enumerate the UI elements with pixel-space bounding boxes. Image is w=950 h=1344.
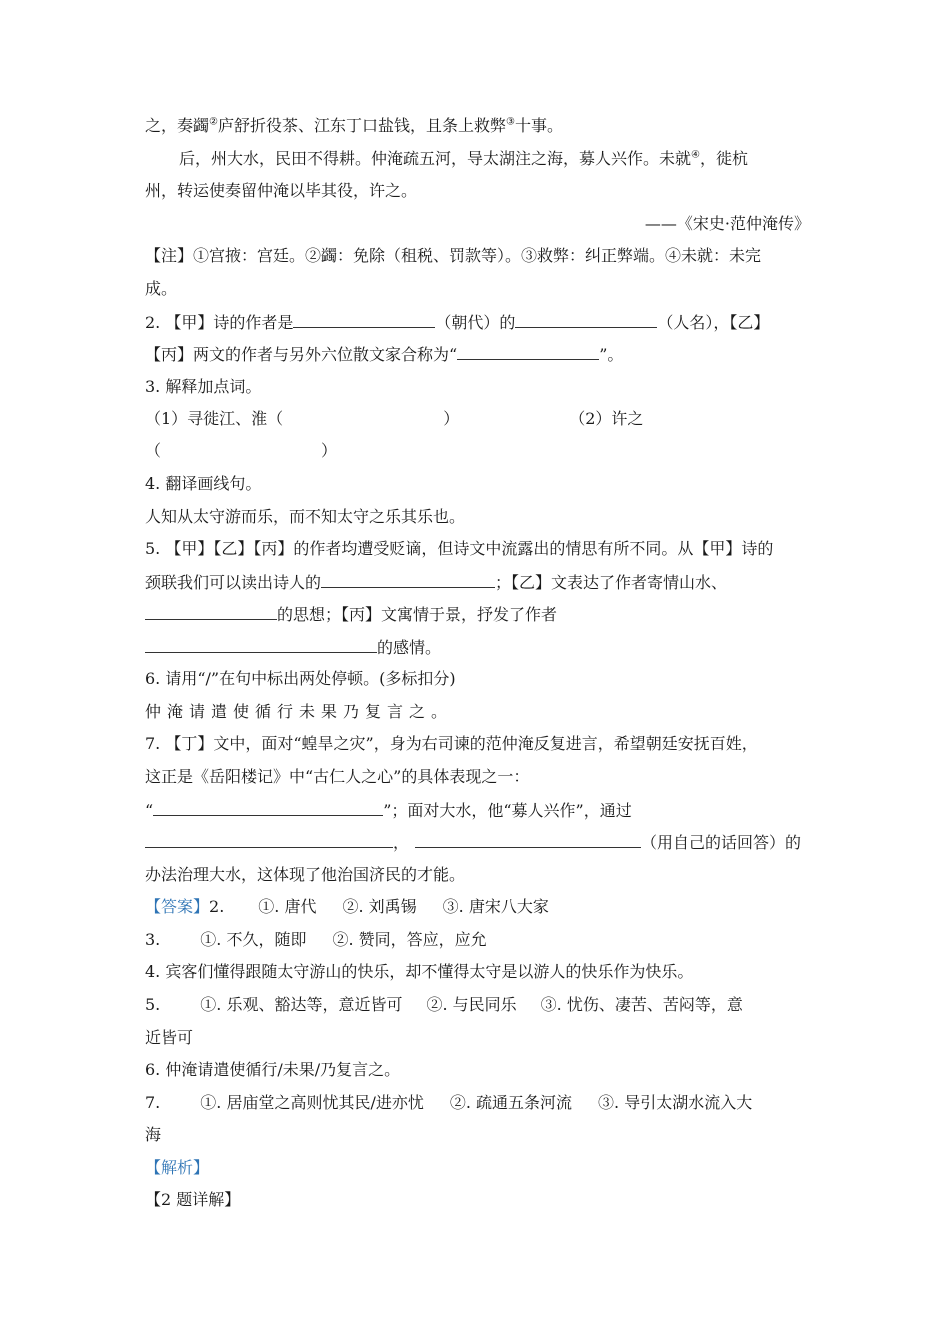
- text: ）: [443, 409, 460, 428]
- text: （1）寻徙江、淮（: [145, 409, 284, 428]
- text: 的感情。: [377, 638, 442, 657]
- question-3-title: 3. 解释加点词。: [145, 377, 262, 396]
- text: ”；面对大水，他“募人兴作”，通过: [383, 801, 632, 820]
- text: 2.: [209, 897, 225, 916]
- text: 3.: [145, 930, 161, 949]
- text: （人名），【乙】: [657, 313, 770, 332]
- analysis-detail-heading: 【2 题详解】: [145, 1190, 241, 1209]
- text: ②. 疏通五条河流: [449, 1093, 573, 1112]
- text: ；【乙】文表达了作者寄情山水、: [495, 573, 728, 592]
- text: ②. 与民同乐: [426, 995, 517, 1014]
- text: 【丙】两文的作者与另外六位散文家合称为“: [145, 345, 458, 364]
- question-7-line-3: [145, 799, 810, 822]
- question-7-line-4: [145, 831, 810, 854]
- answer-3: [145, 929, 810, 951]
- text: ①. 唐代: [258, 897, 317, 916]
- answer-blank: [293, 311, 435, 328]
- text: 颈联我们可以读出诗人的: [145, 573, 322, 592]
- question-6-title: 6. 请用“/”在句中标出两处停顿。(多标扣分): [145, 669, 456, 688]
- text: “: [145, 801, 154, 820]
- question-6-text: 仲淹请遣使循行未果乃复言之。: [145, 702, 454, 721]
- passage-source: ——《宋史·范仲淹传》: [644, 214, 810, 233]
- text: ②. 刘禹锡: [342, 897, 417, 916]
- passage-line-2: [145, 148, 844, 170]
- question-5-line-3: [145, 603, 810, 626]
- question-4-title: 4. 翻译画线句。: [145, 474, 262, 493]
- text: ①. 不久，随即: [200, 930, 307, 949]
- footnote-mark: ②: [209, 116, 218, 128]
- text: （: [145, 441, 162, 460]
- text: 后，州大水，民田不得耕。仲淹疏五河，导太湖注之海，募人兴作。未就: [179, 149, 692, 168]
- question-3-item-2-blank: [145, 440, 810, 462]
- answer-blank: [457, 343, 599, 360]
- question-7-line-2: 这正是《岳阳楼记》中“古仁人之心”的具体表现之一：: [145, 767, 530, 786]
- text: 的思想；【丙】文寓情于景，抒发了作者: [277, 605, 558, 624]
- answer-blank: [515, 311, 657, 328]
- text: 5.: [145, 995, 161, 1014]
- question-2-line-1: [145, 311, 810, 334]
- text: （2）许之: [569, 409, 644, 428]
- answer-blank: [145, 831, 393, 848]
- answer-blank: [415, 831, 641, 848]
- question-3-items: [145, 408, 810, 430]
- footnote-mark: ④: [691, 149, 700, 161]
- answer-2: [145, 896, 810, 918]
- note-line-1: 【注】①宫掖：宫廷。②蠲：免除（租税、罚款等）。③救弊：纠正弊端。④未就：未完: [145, 246, 762, 265]
- passage-line-1: [145, 115, 810, 137]
- answer-5: [145, 994, 810, 1016]
- question-4-text: 人知从太守游而乐，而不知太守之乐其乐也。: [145, 507, 466, 526]
- text: ”。: [599, 345, 624, 364]
- answer-blank: [145, 636, 377, 653]
- answer-label: 【答案】: [145, 897, 210, 916]
- answer-7: [145, 1092, 810, 1114]
- text: 十事。: [514, 116, 563, 135]
- answer-blank: [153, 799, 383, 816]
- text: ，: [393, 833, 410, 852]
- text: ①. 居庙堂之高则忧其民/进亦忧: [200, 1093, 424, 1112]
- answer-blank: [321, 571, 495, 588]
- answer-5-continued: 近皆可: [145, 1028, 194, 1047]
- text: ②. 赞同，答应，应允: [332, 930, 487, 949]
- text: ③. 导引太湖水流入大: [598, 1093, 753, 1112]
- question-7-line-1: 7. 【丁】文中，面对“蝗旱之灾”，身为右司谏的范仲淹反复进言，希望朝廷安抚百姓，: [145, 734, 758, 753]
- text: ①. 乐观、豁达等，意近皆可: [200, 995, 403, 1014]
- question-7-line-5: 办法治理大水，这体现了他治国济民的才能。: [145, 865, 466, 884]
- answer-7-continued: 海: [145, 1125, 162, 1144]
- text: ③. 唐宋八大家: [442, 897, 549, 916]
- text: （朝代）的: [435, 313, 516, 332]
- text: ）: [321, 441, 338, 460]
- text: ，徙杭: [699, 149, 748, 168]
- text: 2. 【甲】诗的作者是: [145, 313, 294, 332]
- answer-6: 6. 仲淹请遣使循行/未果/乃复言之。: [145, 1060, 401, 1079]
- question-5-line-2: [145, 571, 810, 594]
- text: 7.: [145, 1093, 161, 1112]
- note-line-2: 成。: [145, 279, 178, 298]
- footnote-mark: ③: [506, 116, 515, 128]
- text: ③. 忧伤、凄苦、苦闷等，意: [540, 995, 743, 1014]
- text: （用自己的话回答）的: [641, 833, 802, 852]
- question-5-line-4: [145, 636, 810, 659]
- answer-blank: [145, 603, 277, 620]
- question-2-line-2: [145, 343, 810, 366]
- text: 之，奏蠲: [145, 116, 210, 135]
- answer-4: 4. 宾客们懂得跟随太守游山的快乐，却不懂得太守是以游人的快乐作为快乐。: [145, 962, 694, 981]
- analysis-label: 【解析】: [145, 1158, 210, 1177]
- passage-line-3: 州，转运使奏留仲淹以毕其役，许之。: [145, 181, 418, 200]
- text: 庐舒折役茶、江东丁口盐钱，且条上救弊: [217, 116, 506, 135]
- question-5-line-1: 5. 【甲】【乙】【丙】的作者均遭受贬谪，但诗文中流露出的情思有所不同。从【甲】诗的: [145, 539, 774, 558]
